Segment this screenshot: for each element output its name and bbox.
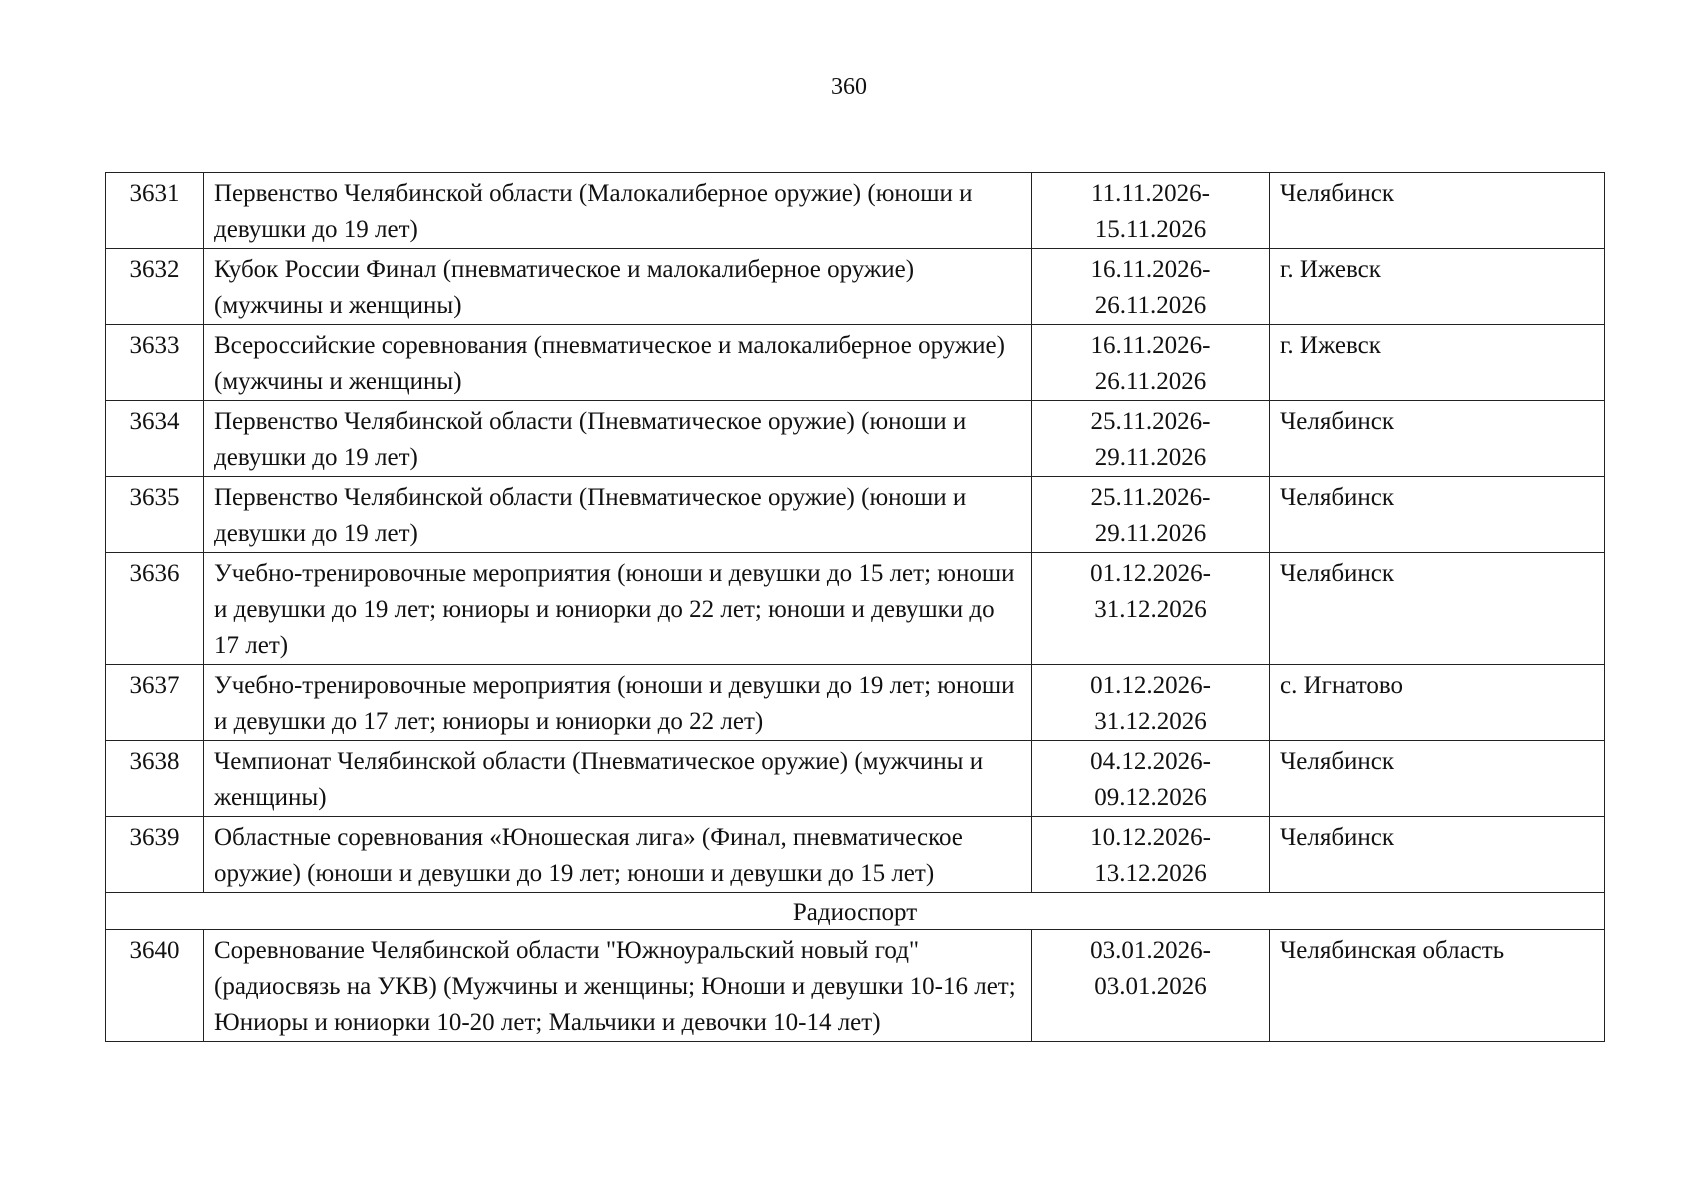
date-end: 09.12.2026: [1094, 784, 1207, 811]
table-row: [106, 401, 1605, 477]
table-row: [106, 817, 1605, 893]
event-dates: [1032, 325, 1270, 401]
section-title: Радиоспорт: [106, 893, 1605, 930]
event-name: Всероссийские соревнования (пневматическое и малокалиберное оружие) (мужчины и женщины): [204, 325, 1032, 401]
row-number: 3638: [106, 741, 204, 817]
event-name: Первенство Челябинской области (Пневматическое оружие) (юноши и девушки до 19 лет): [204, 401, 1032, 477]
table-row: [106, 325, 1605, 401]
table-row: [106, 477, 1605, 553]
event-name: Чемпионат Челябинской области (Пневматическое оружие) (мужчины и женщины): [204, 741, 1032, 817]
event-place: Челябинск: [1270, 401, 1605, 477]
event-dates: [1032, 249, 1270, 325]
row-number: 3633: [106, 325, 204, 401]
row-number: 3637: [106, 665, 204, 741]
date-start: 25.11.2026-: [1090, 484, 1211, 511]
event-place: г. Ижевск: [1270, 249, 1605, 325]
date-start: 01.12.2026-: [1090, 672, 1211, 699]
row-number: 3631: [106, 173, 204, 249]
events-table: [105, 172, 1605, 1042]
date-end: 31.12.2026: [1094, 596, 1207, 623]
date-end: 29.11.2026: [1094, 520, 1207, 547]
date-start: 10.12.2026-: [1090, 824, 1211, 851]
event-name: Учебно-тренировочные мероприятия (юноши и девушки до 19 лет; юноши и девушки до 17 лет; юниоры и юниорки до 22 лет): [204, 665, 1032, 741]
event-name: Первенство Челябинской области (Пневматическое оружие) (юноши и девушки до 19 лет): [204, 477, 1032, 553]
date-start: 01.12.2026-: [1090, 560, 1211, 587]
event-name: Соревнование Челябинской области "Южноуральский новый год" (радиосвязь на УКВ) (Мужчины и женщины; Юноши и девушки 10-16 лет; Юниоры и юниорки 10-20 лет; Мальчики и девочки 10-14 лет): [204, 930, 1032, 1042]
event-name: Областные соревнования «Юношеская лига» (Финал, пневматическое оружие) (юноши и девушки до 19 лет; юноши и девушки до 15 лет): [204, 817, 1032, 893]
date-start: 11.11.2026-: [1091, 180, 1210, 207]
date-start: 25.11.2026-: [1090, 408, 1211, 435]
event-dates: [1032, 665, 1270, 741]
event-name: Кубок России Финал (пневматическое и малокалиберное оружие) (мужчины и женщины): [204, 249, 1032, 325]
table-row: [106, 741, 1605, 817]
event-place: Челябинск: [1270, 477, 1605, 553]
date-start: 16.11.2026-: [1090, 332, 1211, 359]
event-place: с. Игнатово: [1270, 665, 1605, 741]
row-number: 3634: [106, 401, 204, 477]
table-row: [106, 930, 1605, 1042]
row-number: 3636: [106, 553, 204, 665]
row-number: 3632: [106, 249, 204, 325]
event-dates: [1032, 401, 1270, 477]
table-row: [106, 553, 1605, 665]
event-dates: [1032, 173, 1270, 249]
section-row: [106, 893, 1605, 930]
event-place: Челябинск: [1270, 173, 1605, 249]
event-place: Челябинск: [1270, 553, 1605, 665]
date-start: 03.01.2026-: [1090, 937, 1211, 964]
event-dates: [1032, 930, 1270, 1042]
date-end: 26.11.2026: [1094, 368, 1207, 395]
page-number: 360: [831, 74, 867, 100]
date-end: 13.12.2026: [1094, 860, 1207, 887]
event-place: Челябинск: [1270, 741, 1605, 817]
event-place: г. Ижевск: [1270, 325, 1605, 401]
date-end: 29.11.2026: [1094, 444, 1207, 471]
date-end: 31.12.2026: [1094, 708, 1207, 735]
event-name: Первенство Челябинской области (Малокалиберное оружие) (юноши и девушки до 19 лет): [204, 173, 1032, 249]
event-place: Челябинская область: [1270, 930, 1605, 1042]
row-number: 3639: [106, 817, 204, 893]
row-number: 3635: [106, 477, 204, 553]
date-end: 03.01.2026: [1094, 973, 1207, 1000]
date-start: 16.11.2026-: [1090, 256, 1211, 283]
event-dates: [1032, 553, 1270, 665]
event-dates: [1032, 817, 1270, 893]
event-place: Челябинск: [1270, 817, 1605, 893]
date-start: 04.12.2026-: [1090, 748, 1211, 775]
event-dates: [1032, 477, 1270, 553]
row-number: 3640: [106, 930, 204, 1042]
table-row: [106, 173, 1605, 249]
table-row: [106, 249, 1605, 325]
date-end: 26.11.2026: [1094, 292, 1207, 319]
event-dates: [1032, 741, 1270, 817]
date-end: 15.11.2026: [1094, 216, 1207, 243]
event-name: Учебно-тренировочные мероприятия (юноши и девушки до 15 лет; юноши и девушки до 19 лет; юниоры и юниорки до 22 лет; юноши и девушки до 17 лет): [204, 553, 1032, 665]
table-row: [106, 665, 1605, 741]
